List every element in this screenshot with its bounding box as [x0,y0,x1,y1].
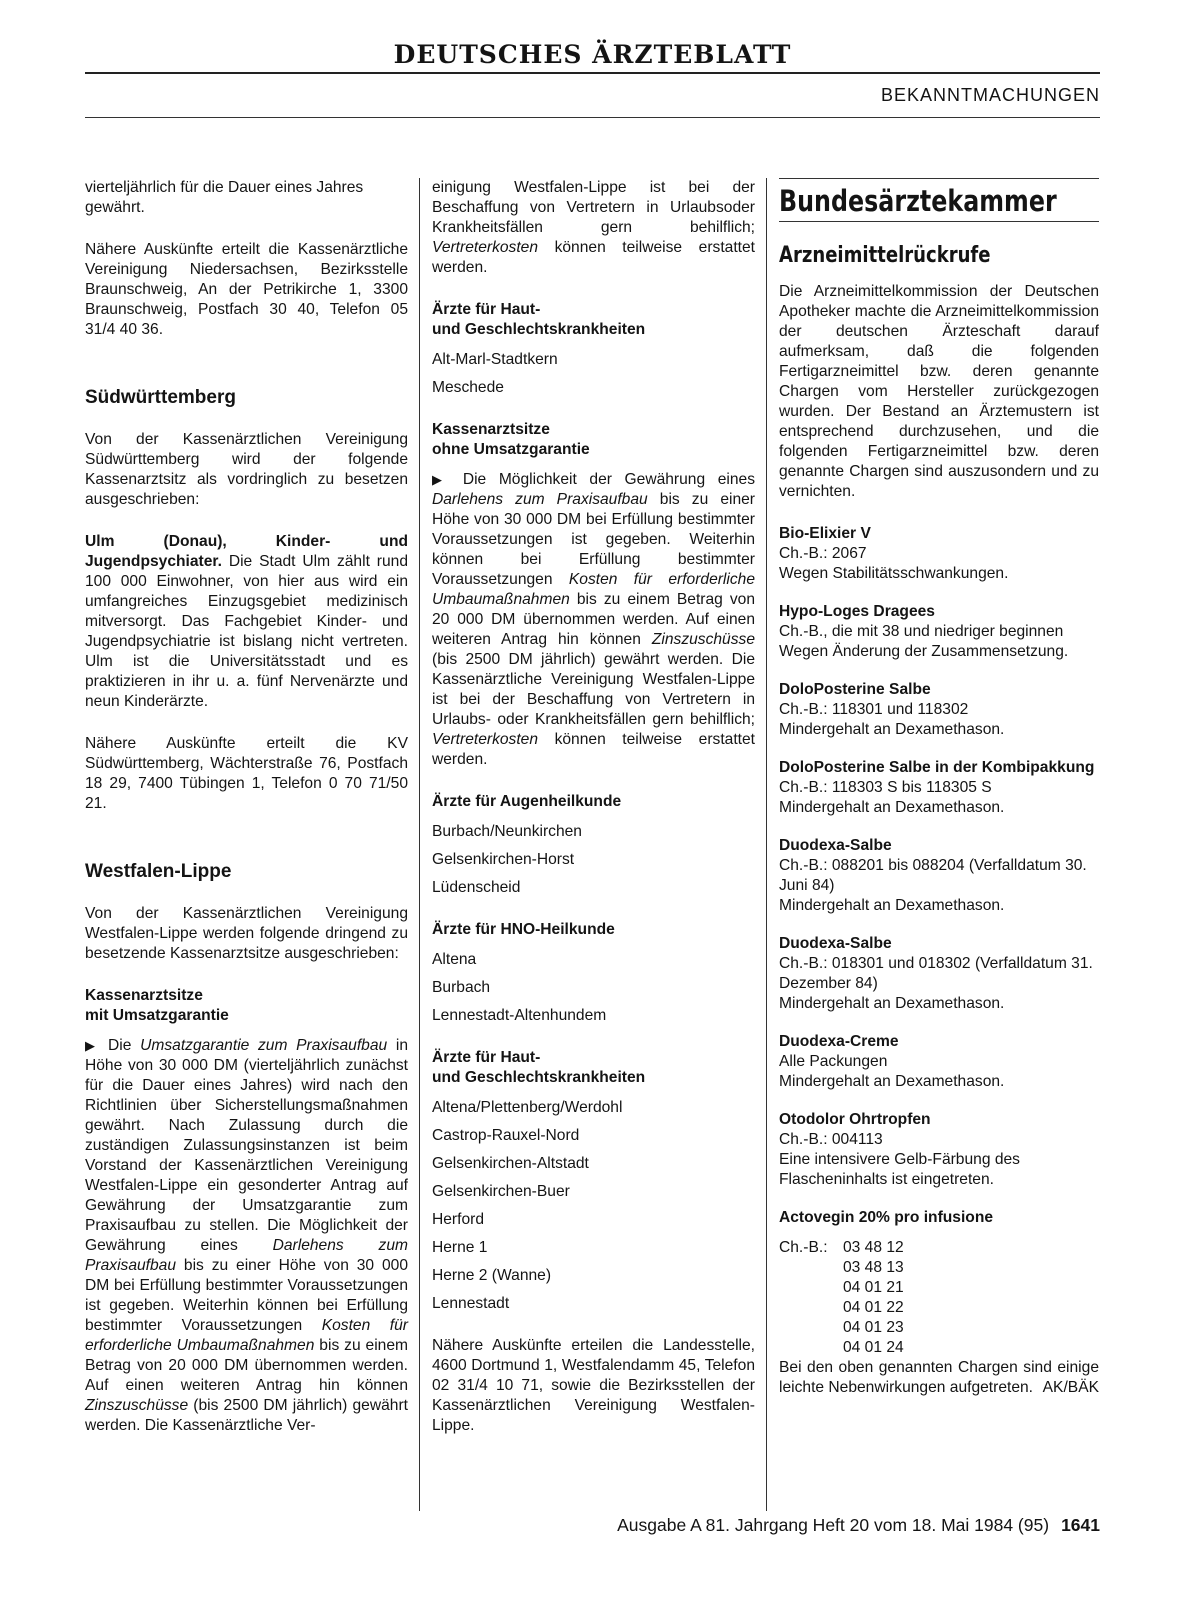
text: bis zu einer Höhe von 30 000 DM bei Erfüllung bestimmter Voraussetzungen ist gegeben. Weiterhin können bei Erfüllung bestimmter Voraussetzungen [432,491,755,588]
entry-line: Wegen Stabilitätsschwankungen. [779,565,1009,582]
paragraph-umsatzgarantie [85,1036,408,1436]
recall-entry [779,524,1099,584]
subheading-mit-umsatzgarantie [85,986,408,1026]
subheading-haut [432,1048,755,1088]
paragraph: Nähere Auskünfte erteilt die KV Südwürttemberg, Wächterstraße 76, Postfach 18 29, 7400 Tübingen 1, Telefon 0 70 71/50 21. [85,735,408,812]
list-item: Gelsenkirchen-Altstadt [432,1155,589,1172]
drug-name: DoloPosterine Salbe in der Kombipakkung [779,759,1095,776]
heading-suedwuerttemberg: Südwürttemberg [85,387,236,408]
batch-table [779,1238,1099,1358]
subheading-augenheilkunde: Ärzte für Augenheilkunde [432,793,622,810]
text: einigung Westfalen-Lippe ist bei der Beschaffung von Vertretern in Urlaubsoder Krankheitsfällen gern behilflich; [432,179,755,236]
city-list [432,1098,755,1314]
entry-line: Ch.-B.: 2067 [779,545,867,562]
list-item: Burbach [432,979,491,996]
list-item: Altena [432,951,477,968]
emphasis: Darlehens zum Praxisaufbau [432,491,648,508]
paragraph: Von der Kassenärztlichen Vereinigung Südwürttemberg wird der folgende Kassenarztsitz als vordringlich zu besetzen ausgeschrieben: [85,431,408,508]
column-divider [766,178,767,1511]
text: bis zu einem Betrag von 20 000 DM übernommen werden. Auf einen weiteren Antrag hin können [432,591,755,648]
entry-line: Mindergehalt an Dexamethason. [779,995,1005,1012]
entry-line: Mindergehalt an Dexamethason. [779,1073,1005,1090]
list-item: Lüdenscheid [432,879,521,896]
emphasis: Umsatzgarantie zum Praxisaufbau [140,1037,388,1054]
list-item: Altena/Plettenberg/Werdohl [432,1099,623,1116]
entry-line: Ch.-B.: 004113 [779,1131,883,1148]
subheading-line: mit Umsatzgarantie [85,1007,229,1024]
city-list [432,822,755,898]
batch-number: 04 01 22 [843,1299,904,1316]
drug-name: Bio-Elixier V [779,525,871,542]
batch-number: 04 01 24 [843,1339,904,1356]
subheading-line: Kassenarztsitze [85,987,203,1004]
column-divider [419,178,420,1511]
entry-line: Mindergehalt an Dexamethason. [779,799,1005,816]
subheading-ohne-umsatzgarantie [432,420,755,460]
entry-line: Ch.-B.: 118303 S bis 118305 S [779,779,992,796]
text: können teilweise erstattet werden. [432,731,755,768]
masthead-rule [85,72,1100,74]
entry-line: Mindergehalt an Dexamethason. [779,721,1005,738]
recall-list [779,524,1099,1190]
recall-entry [779,1032,1099,1092]
page-number: 1641 [1061,1515,1100,1535]
drug-name: DoloPosterine Salbe [779,681,931,698]
entry-line: Ch.-B.: 018301 und 018302 (Verfalldatum 31. Dezember 84) [779,955,1093,992]
text: bis zu einem Betrag von 20 000 DM übernommen werden. Auf einen weiteren Antrag hin können [85,1337,408,1394]
table-row [779,1258,1099,1278]
table-row [779,1298,1099,1318]
issue-info: Ausgabe A 81. Jahrgang Heft 20 vom 18. Mai 1984 (95) [617,1515,1050,1535]
page-footer [617,1515,1100,1536]
recall-entry [779,680,1099,740]
column-rule [779,221,1099,222]
paragraph-ulm [85,532,408,712]
drug-name: Duodexa-Salbe [779,837,892,854]
subheading-hno: Ärzte für HNO-Heilkunde [432,921,615,938]
text: Die Möglichkeit der Gewährung eines [450,471,755,488]
recall-entry [779,836,1099,916]
note-text: Bei den oben genannten Chargen sind einige leichte Nebenwirkungen aufgetreten. [779,1359,1099,1396]
subheading-line: Kassenarztsitze [432,421,550,438]
section-rule [85,117,1100,118]
note [779,1358,1099,1398]
page-title: Bundesärztekammer [779,184,1057,218]
city-list [432,950,755,1026]
signature: AK/BÄK [1042,1379,1099,1396]
subheading-line: ohne Umsatzgarantie [432,441,590,458]
column-rule [779,178,1099,179]
text: bis zu einer Höhe von 30 000 DM bei Erfüllung bestimmter Voraussetzungen ist gegeben. Weiterhin können bei Erfüllung bestimmter Voraussetzungen [85,1257,408,1334]
paragraph: Von der Kassenärztlichen Vereinigung Westfalen-Lippe werden folgende dringend zu besetzende Kassenarztsitze ausgeschrieben: [85,905,408,962]
entry-line: Mindergehalt an Dexamethason. [779,897,1005,914]
table-row [779,1238,1099,1258]
emphasis: Zinszuschüsse [651,631,755,648]
text: können teilweise erstattet werden. [432,239,755,276]
drug-name: Otodolor Ohrtropfen [779,1111,931,1128]
entry-line: Ch.-B.: 118301 und 118302 [779,701,969,718]
column-1 [85,178,408,1458]
column-2 [432,178,755,1458]
paragraph: vierteljährlich für die Dauer eines Jahres gewährt. [85,179,364,216]
list-item: Burbach/Neunkirchen [432,823,582,840]
list-item: Lennestadt [432,1295,510,1312]
emphasis: Kosten für erforderliche Umbaumaßnahmen [432,571,755,608]
paragraph [432,178,755,278]
recall-entry [779,602,1099,662]
drug-name: Duodexa-Salbe [779,935,892,952]
list-item: Gelsenkirchen-Buer [432,1183,570,1200]
column-3 [779,178,1099,1416]
ulm-heading: Ulm (Donau), Kinder- und Jugendpsychiater. [85,533,408,570]
table-row [779,1318,1099,1338]
paragraph: Nähere Auskünfte erteilt die Kassenärztliche Vereinigung Niedersachsen, Bezirksstelle Braunschweig, An der Petrikirche 1, 3300 Braunschweig, Postfach 30 40, Telefon 05 31/4 40 36. [85,241,408,338]
subheading-haut [432,300,755,340]
batch-number: 03 48 12 [843,1239,904,1256]
batch-number: 03 48 13 [843,1259,904,1276]
entry-line: Alle Packungen [779,1053,888,1070]
batch-number: 04 01 23 [843,1319,904,1336]
subheading-line: und Geschlechtskrankheiten [432,1069,646,1086]
recall-entry [779,758,1099,818]
entry-line: Ch.-B., die mit 38 und niedriger beginnen [779,623,1064,640]
drug-name: Actovegin 20% pro infusione [779,1209,994,1226]
text: (bis 2500 DM jährlich) gewährt werden. Die Kassenärztliche Ver- [85,1397,408,1434]
list-item: Herford [432,1211,484,1228]
emphasis: Vertreterkosten [432,731,539,748]
subheading-line: und Geschlechtskrankheiten [432,321,646,338]
list-item: Herne 1 [432,1239,488,1256]
list-item: Meschede [432,379,504,396]
drug-name: Duodexa-Creme [779,1033,899,1050]
drug-name: Hypo-Loges Dragees [779,603,935,620]
batch-label: Ch.-B.: [779,1239,828,1256]
section-label: BEKANNTMACHUNGEN [880,85,1100,105]
entry-line: Ch.-B.: 088201 bis 088204 (Verfalldatum 30. Juni 84) [779,857,1087,894]
recall-entry [779,934,1099,1014]
heading-westfalen-lippe: Westfalen-Lippe [85,861,232,882]
masthead: DEUTSCHES ÄRZTEBLATT [393,40,792,69]
text: in Höhe von 30 000 DM (vierteljährlich zunächst für die Dauer eines Jahres) wird nach den Richtlinien über Sicherstellungsmaßnahmen gewährt. Nach Zulassung durch die zuständigen Zulassungsinstanzen ist beim Vorstand der Kassenärztlichen Vereinigung Westfalen-Lippe ein gesonderter Antrag auf Gewährung der Umsatzgarantie zum Praxisaufbau zu stellen. Die Möglichkeit der Gewährung eines [85,1037,408,1254]
paragraph-closing: Nähere Auskünfte erteilen die Landesstelle, 4600 Dortmund 1, Westfalendamm 45, Telefon 02 31/4 10 71, sowie die Bezirksstellen der Kassenärztlichen Vereinigung Westfalen-Lippe. [432,1337,755,1434]
entry-line: Wegen Änderung der Zusammensetzung. [779,643,1069,660]
city-list [432,350,755,398]
table-row [779,1338,1099,1358]
entry-line: Eine intensivere Gelb-Färbung des Flascheninhalts ist eingetreten. [779,1151,1020,1188]
emphasis: Vertreterkosten [432,239,539,256]
recall-entry [779,1110,1099,1190]
batch-number: 04 01 21 [843,1279,904,1296]
list-item: Castrop-Rauxel-Nord [432,1127,580,1144]
ulm-text: Die Stadt Ulm zählt rund 100 000 Einwohner, von hier aus wird ein umfangreiches Einzugsgebiet medizinisch mitversorgt. Das Fachgebiet Kinder- und Jugendpsychiatrie ist bislang nicht vertreten. Ulm ist die Universitätsstadt und es praktizieren in ihr u. a. fünf Nervenärzte und neun Kinderärzte. [85,553,408,710]
list-item: Alt-Marl-Stadtkern [432,351,558,368]
emphasis: Darlehens zum Praxisaufbau [85,1237,408,1274]
subheading-line: Ärzte für Haut- [432,1049,541,1066]
text: (bis 2500 DM jährlich) gewährt werden. Die Kassenärztliche Vereinigung Westfalen-Lippe ist bei der Beschaffung von Vertretern in Urlaubs- oder Krankheitsfällen gern behilflich; [432,651,755,728]
paragraph-ohne-umsatzgarantie [432,470,755,770]
section-title: Arzneimittelrückrufe [779,243,991,268]
subheading-line: Ärzte für Haut- [432,301,541,318]
paragraph-intro: Die Arzneimittelkommission der Deutschen Apotheker machte die Arzneimittelkommission der deutschen Ärzteschaft darauf aufmerksam, daß die folgenden Fertigarzneimittel bzw. deren genannte Chargen vom Hersteller zurückgezogen wurden. Der Bestand an Ärztemustern ist entsprechend durchzusehen, und die folgenden Fertigarzneimittel bzw. deren genannte Chargen sind auszusondern und zu vernichten. [779,283,1099,500]
list-item: Herne 2 (Wanne) [432,1267,552,1284]
text: Die [99,1037,141,1054]
list-item: Gelsenkirchen-Horst [432,851,575,868]
recall-entry-actovegin [779,1208,1099,1398]
list-item: Lennestadt-Altenhundem [432,1007,607,1024]
emphasis: Kosten für erforderliche Umbaumaßnahmen [85,1317,409,1354]
emphasis: Zinszuschüsse [85,1397,189,1414]
table-row [779,1278,1099,1298]
